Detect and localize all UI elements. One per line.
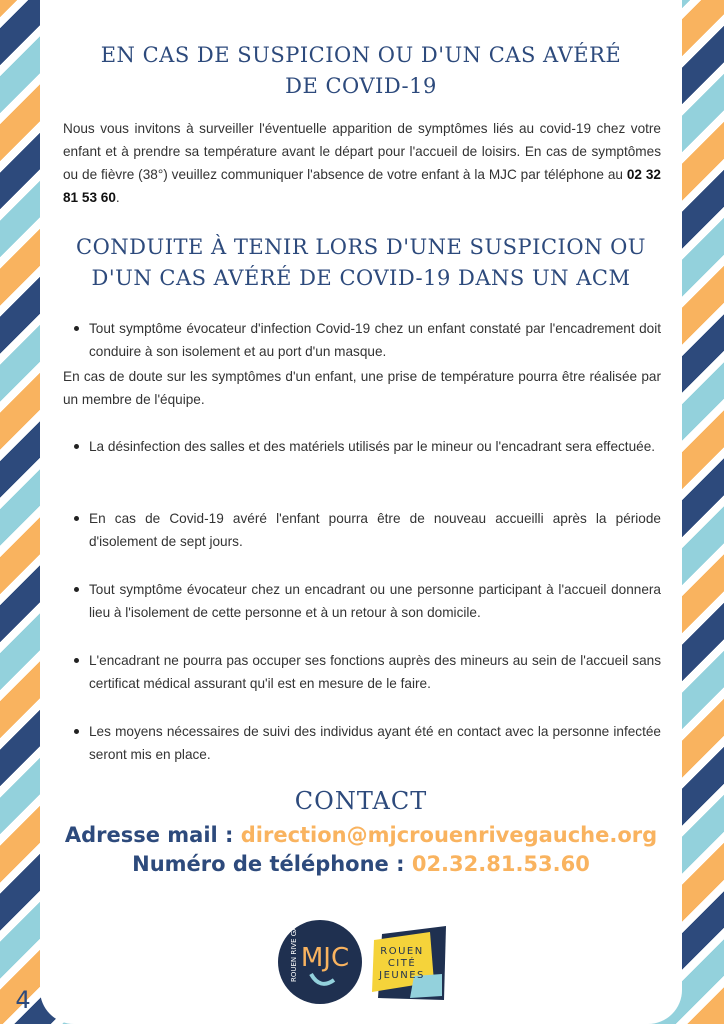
- section1-title-line1: EN CAS DE SUSPICION OU D'UN CAS AVÉRÉ: [100, 43, 622, 67]
- phone-label: Numéro de téléphone :: [132, 852, 412, 876]
- page-number: 4: [15, 986, 31, 1014]
- list-item: [63, 720, 661, 766]
- bullet-icon: [74, 326, 79, 331]
- temperature-note: En cas de doute sur les symptômes d'un enfant, une prise de température pourra être réalisée par un membre de l'équipe.: [63, 369, 661, 407]
- list-item: [63, 507, 661, 553]
- mjc-phone-number: 02 32 81 53 60: [63, 167, 661, 205]
- list-item-text: Tout symptôme évocateur d'infection Covid-19 chez un enfant constaté par l'encadrement doit conduire à son isolement et au port d'un masque.: [89, 321, 661, 359]
- mjc-ring-text: ROUEN RIVE GAUCHE: [290, 920, 298, 982]
- rcj-line1: ROUEN: [380, 946, 424, 957]
- email-label: Adresse mail :: [64, 823, 241, 847]
- section2-title: [40, 232, 682, 294]
- list-item: [63, 578, 661, 624]
- contact-phone-line: [40, 849, 682, 879]
- mjc-swoosh-icon: [311, 974, 334, 984]
- mjc-logo: [278, 920, 362, 1004]
- list-item-text: Tout symptôme évocateur chez un encadrant ou une personne participant à l'accueil donnera lieu à l'isolement de cette personne et à un retour à son domicile.: [89, 582, 661, 620]
- bullet-icon: [74, 658, 79, 663]
- email-link[interactable]: direction@mjcrouenrivegauche.org: [240, 823, 658, 847]
- section2-title-line1: CONDUITE À TENIR LORS D'UNE SUSPICION OU: [76, 235, 646, 259]
- section1-title: [40, 40, 682, 102]
- rcj-line3: JEUNES: [379, 970, 425, 981]
- list-item-text: L'encadrant ne pourra pas occuper ses fonctions auprès des mineurs au sein de l'accueil sans certificat médical assurant qu'il est en mesure de le faire.: [89, 653, 661, 691]
- list-item: [63, 317, 661, 363]
- section2-title-line2: D'UN CAS AVÉRÉ DE COVID-19 DANS UN ACM: [91, 266, 631, 290]
- bullet-icon: [74, 729, 79, 734]
- list-item-text: Les moyens nécessaires de suivi des individus ayant été en contact avec la personne infectée seront mis en place.: [89, 724, 661, 762]
- section1-paragraph-end: .: [115, 190, 120, 205]
- bullet-icon: [74, 444, 79, 449]
- bullet-icon: [74, 516, 79, 521]
- mjc-letters: MJC: [300, 943, 350, 973]
- section1-title-line2: DE COVID-19: [285, 74, 437, 98]
- bullet-icon: [74, 587, 79, 592]
- mjc-logo-graphic: [278, 920, 362, 1004]
- list-item-text: La désinfection des salles et des matériels utilisés par le mineur ou l'encadrant sera effectuée.: [89, 439, 656, 454]
- list-item: [63, 649, 661, 695]
- contact-email-line: [40, 820, 682, 850]
- section1-paragraph-text: Nous vous invitons à surveiller l'éventuelle apparition de symptômes liés au covid-19 chez votre enfant et à prendre sa température avant le départ pour l'accueil de loisirs. En cas de symptômes ou de fièvre (38°) veuillez communiquer l'absence de votre enfant à la MJC par téléphone au: [63, 121, 661, 182]
- rcj-line2: CITÉ: [387, 958, 417, 969]
- phone-link[interactable]: 02.32.81.53.60: [411, 852, 590, 876]
- list-item-text: En cas de Covid-19 avéré l'enfant pourra être de nouveau accueilli après la période d'isolement de sept jours.: [89, 511, 661, 549]
- contact-title: CONTACT: [294, 787, 428, 815]
- list-item: [63, 435, 661, 458]
- rcj-logo-graphic: [368, 920, 448, 1000]
- rouen-cite-jeunes-logo: [368, 920, 448, 1000]
- section1-paragraph: [63, 117, 661, 209]
